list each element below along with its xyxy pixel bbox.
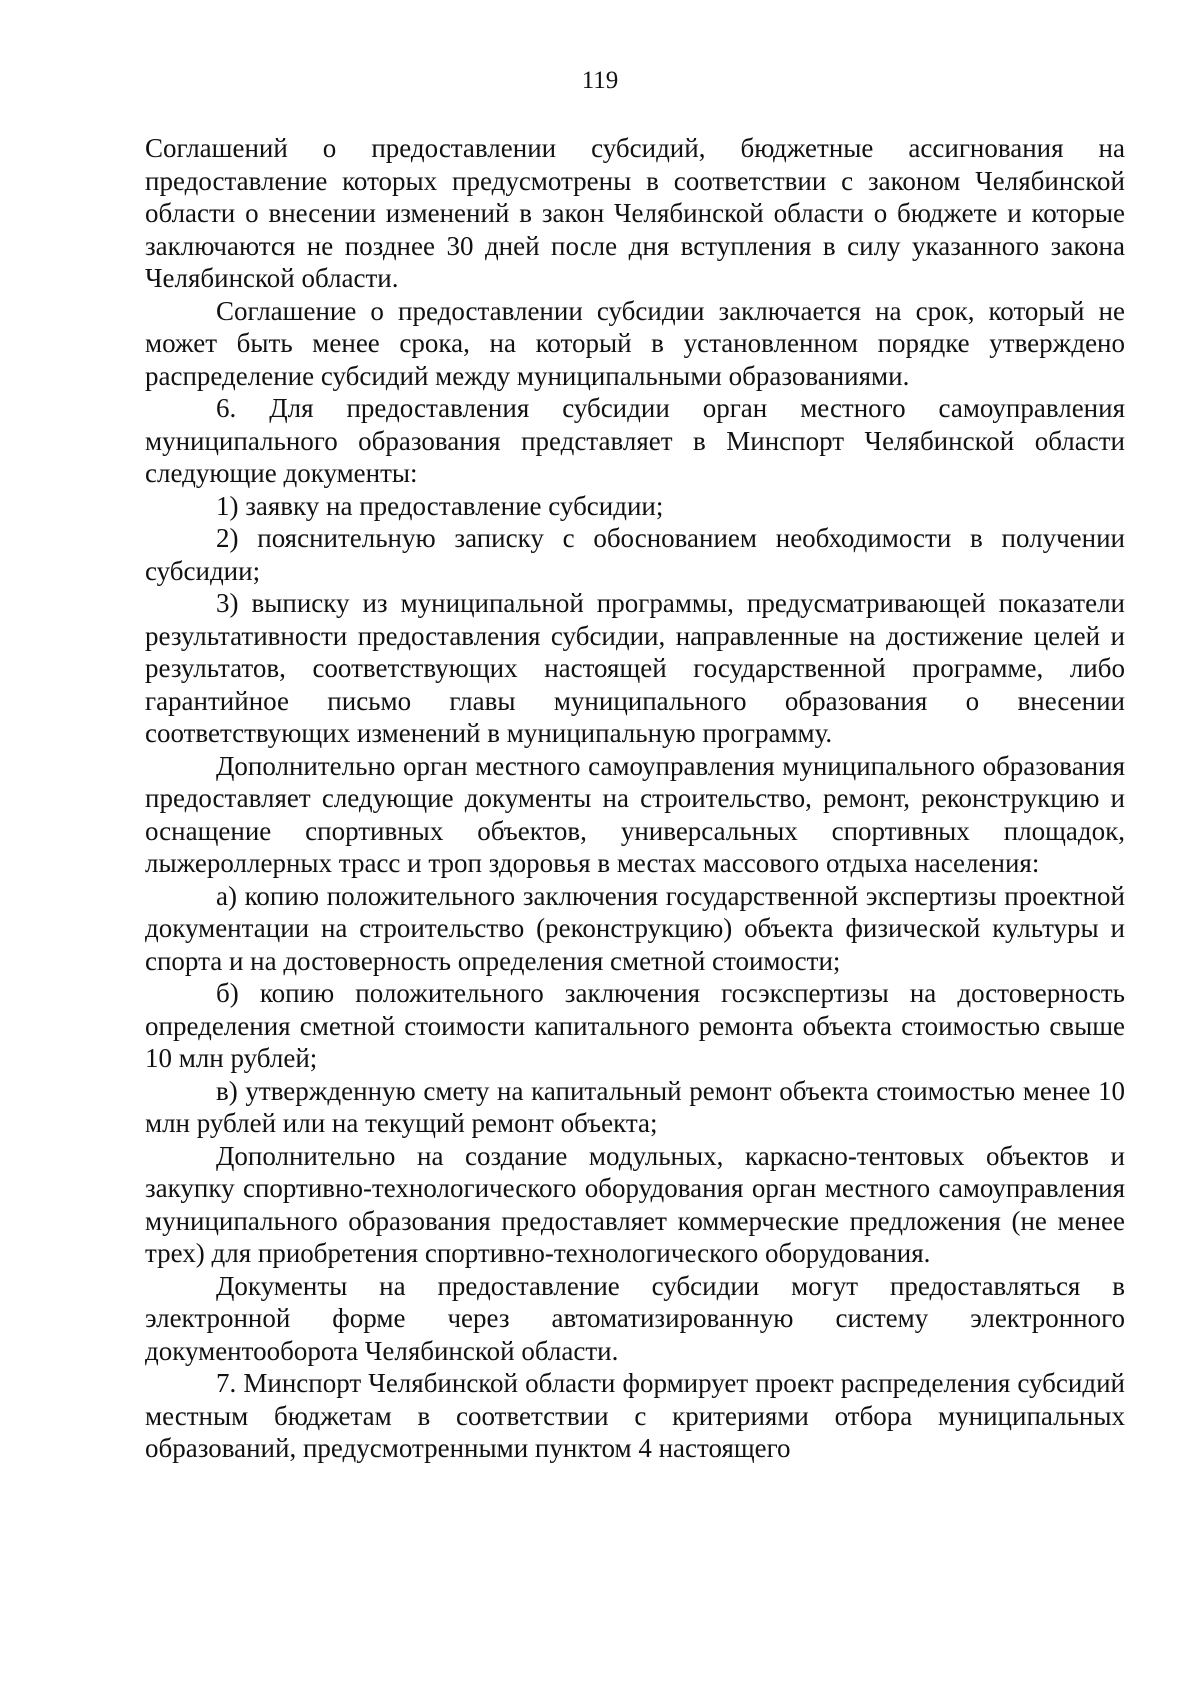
paragraph-agreements-continuation: Соглашений о предоставлении субсидий, бюджетные ассигнования на предоставление которых предусмотрены в соответствии с законом Челябинской области о внесении изменений в закон Челябинской области о бюджете и которые заключаются не позднее 30 дней после дня вступления в силу указанного закона Челябинской области. — [145, 133, 1125, 293]
list-item-a: а) копию положительного заключения государственной экспертизы проектной документации на строительство (реконструкцию) объекта физической культуры и спорта и на достоверность определения сметной стоимости; — [145, 880, 1125, 976]
paragraph-electronic-documents: Документы на предоставление субсидии могут предоставляться в электронной форме через автоматизированную систему электронного документооборота Челябинской области. — [145, 1270, 1125, 1366]
page-number: 119 — [581, 67, 619, 94]
paragraph-modular-objects: Дополнительно на создание модульных, каркасно-тентовых объектов и закупку спортивно-технологического оборудования орган местного самоуправления муниципального образования предоставляет коммерческие предложения (не менее трех) для приобретения спортивно-технологического оборудования. — [145, 1140, 1125, 1268]
list-item-1: 1) заявку на предоставление субсидии; — [216, 490, 664, 521]
list-item-b: б) копию положительного заключения госэкспертизы на достоверность определения сметной стоимости капитального ремонта объекта стоимостью свыше 10 млн рублей; — [145, 978, 1125, 1073]
list-item-2: 2) пояснительную записку с обоснованием необходимости в получении субсидии; — [145, 523, 1125, 586]
paragraph-additional-documents: Дополнительно орган местного самоуправления муниципального образования предоставляет следующие документы на строительство, ремонт, реконструкцию и оснащение спортивных объектов, универсальных спортивных площадок, лыжероллерных трасс и троп здоровья в местах массового отдыха населения: — [145, 750, 1125, 878]
document-body — [145, 132, 1125, 1465]
list-item-3: 3) выписку из муниципальной программы, предусматривающей показатели результативности предоставления субсидии, направленные на достижение целей и результатов, соответствующих настоящей государственной программе, либо гарантийное письмо главы муниципального образования о внесении соответствующих изменений в муниципальную программу. — [145, 588, 1125, 748]
paragraph-item-7: 7. Минспорт Челябинской области формирует проект распределения субсидий местным бюджетам в соответствии с критериями отбора муниципальных образований, предусмотренными пунктом 4 настоящего — [145, 1368, 1125, 1463]
list-item-v: в) утвержденную смету на капитальный ремонт объекта стоимостью менее 10 млн рублей или на текущий ремонт объекта; — [145, 1075, 1125, 1138]
paragraph-item-6: 6. Для предоставления субсидии орган местного самоуправления муниципального образования представляет в Минспорт Челябинской области следующие документы: — [145, 393, 1125, 488]
paragraph-agreement-term: Соглашение о предоставлении субсидии заключается на срок, который не может быть менее срока, на который в установленном порядке утверждено распределение субсидий между муниципальными образованиями. — [145, 295, 1125, 391]
